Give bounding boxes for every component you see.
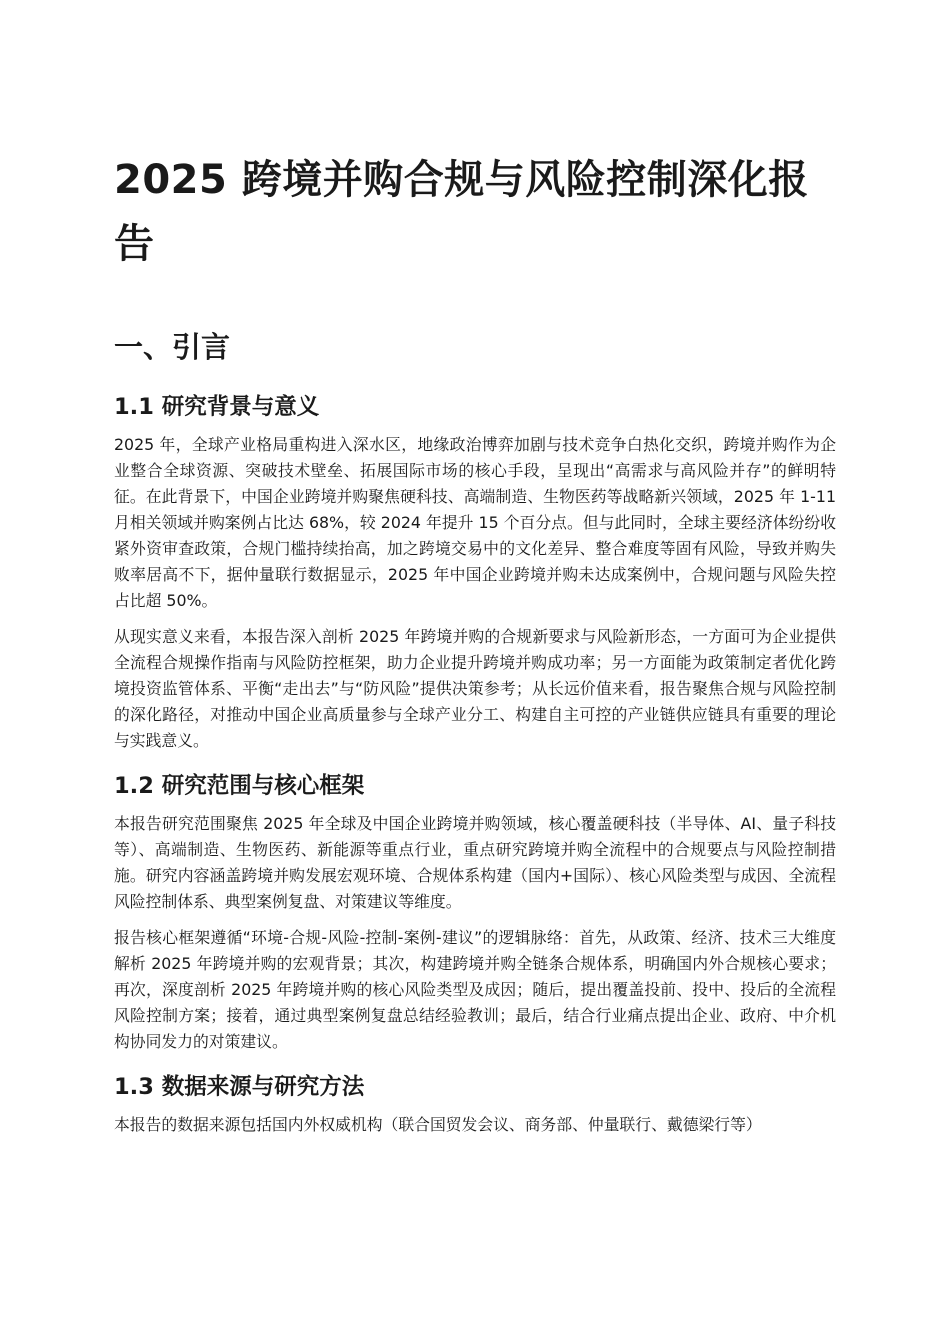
paragraph-scope-2: 报告核心框架遵循“环境-合规-风险-控制-案例-建议”的逻辑脉络：首先，从政策、经济、技术三大维度解析 2025 年跨境并购的宏观背景；其次，构建跨境并购全链条合规体系，明确国内外合规核心要求；再次，深度剖析 2025 年跨境并购的核心风险类型及成因；随后，提出覆盖投前、投中、投后的全流程风险控制方案；接着，通过典型案例复盘总结经验教训；最后，结合行业痛点提出企业、政府、中介机构协同发力的对策建议。 (114, 928, 836, 1051)
section-title-background: 1.1 研究背景与意义 (114, 394, 320, 420)
section-title-scope: 1.2 研究范围与核心框架 (114, 773, 365, 799)
chapter-title-introduction: 一、引言 (114, 330, 231, 364)
document-title: 2025 跨境并购合规与风险控制深化报告 (114, 157, 809, 267)
paragraph-data-sources-1: 本报告的数据来源包括国内外权威机构（联合国贸发会议、商务部、仲量联行、戴德梁行等） (114, 1115, 762, 1134)
paragraph-background-2: 从现实意义来看，本报告深入剖析 2025 年跨境并购的合规新要求与风险新形态，一方面可为企业提供全流程合规操作指南与风险防控框架，助力企业提升跨境并购成功率；另一方面能为政策制定者优化跨境投资监管体系、平衡“走出去”与“防风险”提供决策参考；从长远价值来看，报告聚焦合规与风险控制的深化路径，对推动中国企业高质量参与全球产业分工、构建自主可控的产业链供应链具有重要的理论与实践意义。 (114, 627, 836, 750)
section-title-data-sources: 1.3 数据来源与研究方法 (114, 1074, 365, 1100)
paragraph-background-1: 2025 年，全球产业格局重构进入深水区，地缘政治博弈加剧与技术竞争白热化交织，跨境并购作为企业整合全球资源、突破技术壁垒、拓展国际市场的核心手段，呈现出“高需求与高风险并存”的鲜明特征。在此背景下，中国企业跨境并购聚焦硬科技、高端制造、生物医药等战略新兴领域，2025 年 1-11 月相关领域并购案例占比达 68%，较 2024 年提升 15 个百分点。但与此同时，全球主要经济体纷纷收紧外资审查政策，合规门槛持续抬高，加之跨境交易中的文化差异、整合难度等固有风险，导致并购失败率居高不下，据仲量联行数据显示，2025 年中国企业跨境并购未达成案例中，合规问题与风险失控占比超 50%。 (114, 435, 836, 610)
paragraph-scope-1: 本报告研究范围聚焦 2025 年全球及中国企业跨境并购领域，核心覆盖硬科技（半导体、AI、量子科技等）、高端制造、生物医药、新能源等重点行业，重点研究跨境并购全流程中的合规要点与风险控制措施。研究内容涵盖跨境并购发展宏观环境、合规体系构建（国内+国际）、核心风险类型与成因、全流程风险控制体系、典型案例复盘、对策建议等维度。 (114, 814, 836, 911)
